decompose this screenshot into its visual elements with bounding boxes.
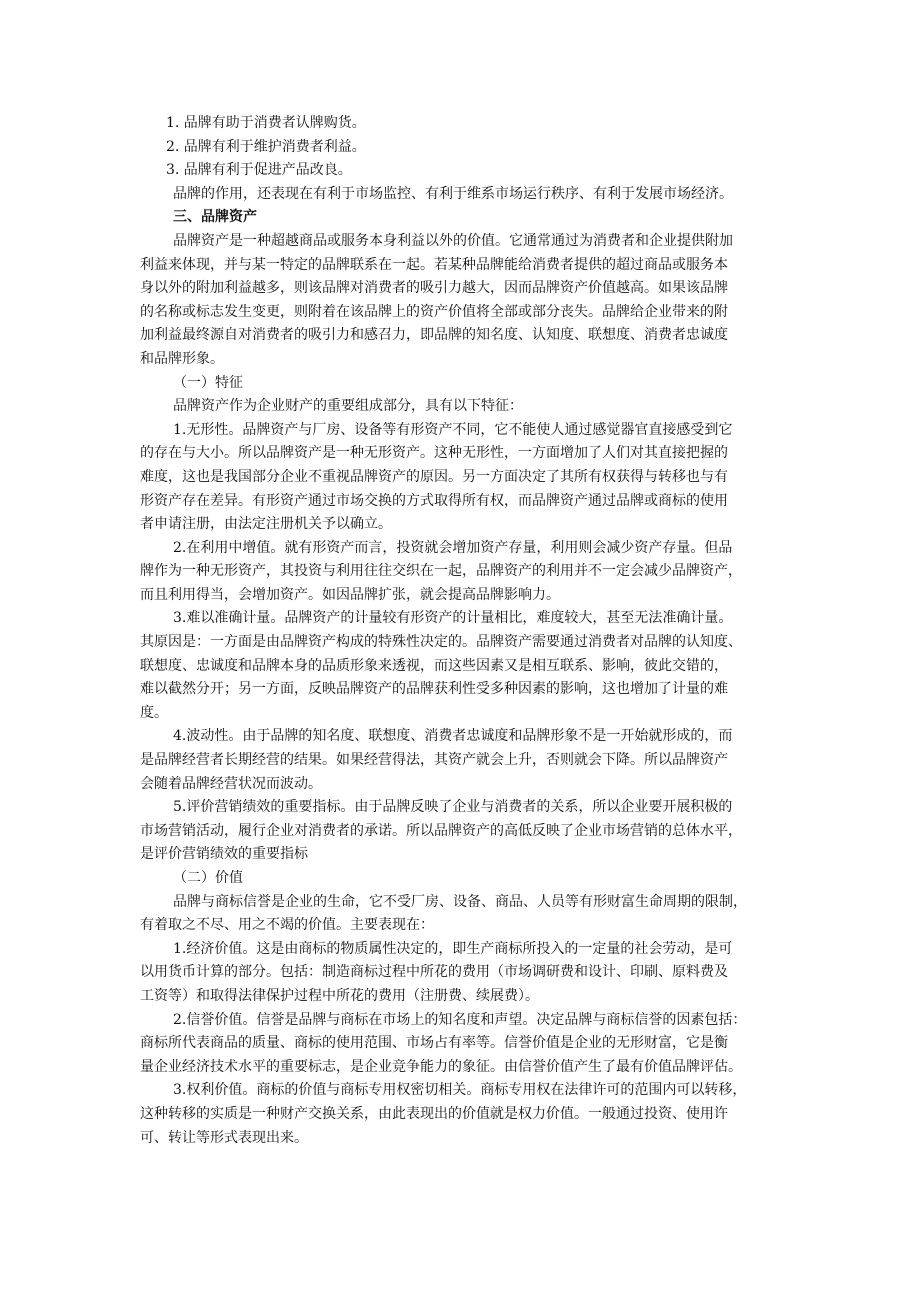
paragraph-line: 和品牌形象。 xyxy=(140,350,224,367)
paragraph-line: 利益来体现，并与某一特定的品牌联系在一起。若某种品牌能给消费者提供的超过商品或服务本 xyxy=(140,256,728,273)
paragraph-line: 的名称或标志发生变更，则附着在该品牌上的资产价值将全部或部分丧失。品牌给企业带来的附 xyxy=(140,303,728,320)
paragraph-line: 而且利用得当，会增加资产。如因品牌扩张，就会提高品牌影响力。 xyxy=(140,586,560,603)
paragraph-line: 量企业经济技术水平的重要标志，是企业竞争能力的象征。由信誉价值产生了最有价值品牌评估。 xyxy=(140,1058,742,1075)
paragraph-line: 品牌与商标信誉是企业的生命，它不受厂房、设备、商品、人员等有形财富生命周期的限制， xyxy=(173,893,747,910)
paragraph-line: 其原因是：一方面是由品牌资产构成的特殊性决定的。品牌资产需要通过消费者对品牌的认知度、 xyxy=(140,634,742,651)
paragraph-line: 身以外的附加利益越多，则该品牌对消费者的吸引力越大，因而品牌资产价值越高。如果该品牌 xyxy=(140,280,728,297)
paragraph-line: 形资产存在差异。有形资产通过市场交换的方式取得所有权，而品牌资产通过品牌或商标的使用 xyxy=(140,492,728,509)
paragraph-line: 以用货币计算的部分。包括：制造商标过程中所花的费用（市场调研费和设计、印刷、原料费及 xyxy=(140,964,728,981)
list-item-2: 2. 品牌有利于维护消费者利益。 xyxy=(166,138,366,155)
paragraph-line: 者申请注册，由法定注册机关予以确立。 xyxy=(140,516,392,533)
paragraph-line: 会随着品牌经营状况而波动。 xyxy=(140,775,322,792)
paragraph-line: 1.无形性。品牌资产与厂房、设备等有形资产不同，它不能使人通过感觉器官直接感受到它 xyxy=(173,421,733,438)
list-item-1: 1. 品牌有助于消费者认牌购货。 xyxy=(166,115,366,131)
paragraph-line: 的存在与大小。所以品牌资产是一种无形资产。这种无形性，一方面增加了人们对其直接把握的 xyxy=(140,445,728,462)
paragraph-line: 难以截然分开；另一方面，反映品牌资产的品牌获利性受多种因素的影响，这也增加了计量的难 xyxy=(140,681,728,698)
paragraph-line: 是评价营销绩效的重要指标 xyxy=(140,846,308,863)
paragraph-line: 品牌资产作为企业财产的重要组成部分，具有以下特征： xyxy=(173,398,523,415)
subsection-heading: （二）价值 xyxy=(173,870,243,886)
paragraph-line: 工资等）和取得法律保护过程中所花的费用（注册费、续展费）。 xyxy=(140,987,539,1004)
paragraph-line: 加利益最终源自对消费者的吸引力和感召力，即品牌的知名度、认知度、联想度、消费者忠诚度 xyxy=(140,327,728,344)
paragraph-line: 商标所代表商品的质量、商标的使用范围、市场占有率等。信誉价值是企业的无形财富，它是衡 xyxy=(140,1035,728,1052)
paragraph-line: 有着取之不尽、用之不竭的价值。主要表现在： xyxy=(140,917,434,934)
paragraph-line: 3.权利价值。商标的价值与商标专用权密切相关。商标专用权在法律许可的范围内可以转移， xyxy=(173,1082,747,1099)
paragraph-line: 品牌的作用，还表现在有利于市场监控、有利于维系市场运行秩序、有利于发展市场经济。 xyxy=(173,185,733,202)
paragraph-line: 品牌资产是一种超越商品或服务本身利益以外的价值。它通常通过为消费者和企业提供附加 xyxy=(173,232,733,249)
paragraph-line: 市场营销活动，履行企业对消费者的承诺。所以品牌资产的高低反映了企业市场营销的总体水平， xyxy=(140,822,742,839)
subsection-heading: （一）特征 xyxy=(173,374,243,391)
paragraph-line: 2.在利用中增值。就有形资产而言，投资就会增加资产存量，利用则会减少资产存量。但品 xyxy=(173,539,733,556)
paragraph-line: 牌作为一种无形资产，其投资与利用往往交织在一起，品牌资产的利用并不一定会减少品牌资产， xyxy=(140,563,742,580)
paragraph-line: 可、转让等形式表现出来。 xyxy=(140,1129,308,1146)
list-item-3: 3. 品牌有利于促进产品改良。 xyxy=(166,162,352,179)
document-page xyxy=(140,112,780,1150)
paragraph-line: 联想度、忠诚度和品牌本身的品质形象来透视，而这些因素又是相互联系、影响，彼此交错的， xyxy=(140,657,728,674)
paragraph-line: 2.信誉价值。信誉是品牌与商标在市场上的知名度和声望。决定品牌与商标信誉的因素包括： xyxy=(173,1011,747,1028)
paragraph-line: 难度，这也是我国部分企业不重视品牌资产的原因。另一方面决定了其所有权获得与转移也与有 xyxy=(140,468,728,485)
paragraph-line: 3.难以准确计量。品牌资产的计量较有形资产的计量相比，难度较大，甚至无法准确计量。 xyxy=(173,610,733,627)
paragraph-line: 5.评价营销绩效的重要指标。由于品牌反映了企业与消费者的关系，所以企业要开展积极的 xyxy=(173,799,733,816)
paragraph-line: 1.经济价值。这是由商标的物质属性决定的，即生产商标所投入的一定量的社会劳动，是可 xyxy=(173,940,733,957)
section-heading: 三、品牌资产 xyxy=(173,209,257,226)
paragraph-line: 4.波动性。由于品牌的知名度、联想度、消费者忠诚度和品牌形象不是一开始就形成的，而 xyxy=(173,728,733,745)
paragraph-line: 是品牌经营者长期经营的结果。如果经营得法，其资产就会上升，否则就会下降。所以品牌资产 xyxy=(140,752,728,769)
paragraph-line: 度。 xyxy=(140,704,168,721)
paragraph-line: 这种转移的实质是一种财产交换关系，由此表现出的价值就是权力价值。一般通过投资、使用许 xyxy=(140,1105,728,1122)
